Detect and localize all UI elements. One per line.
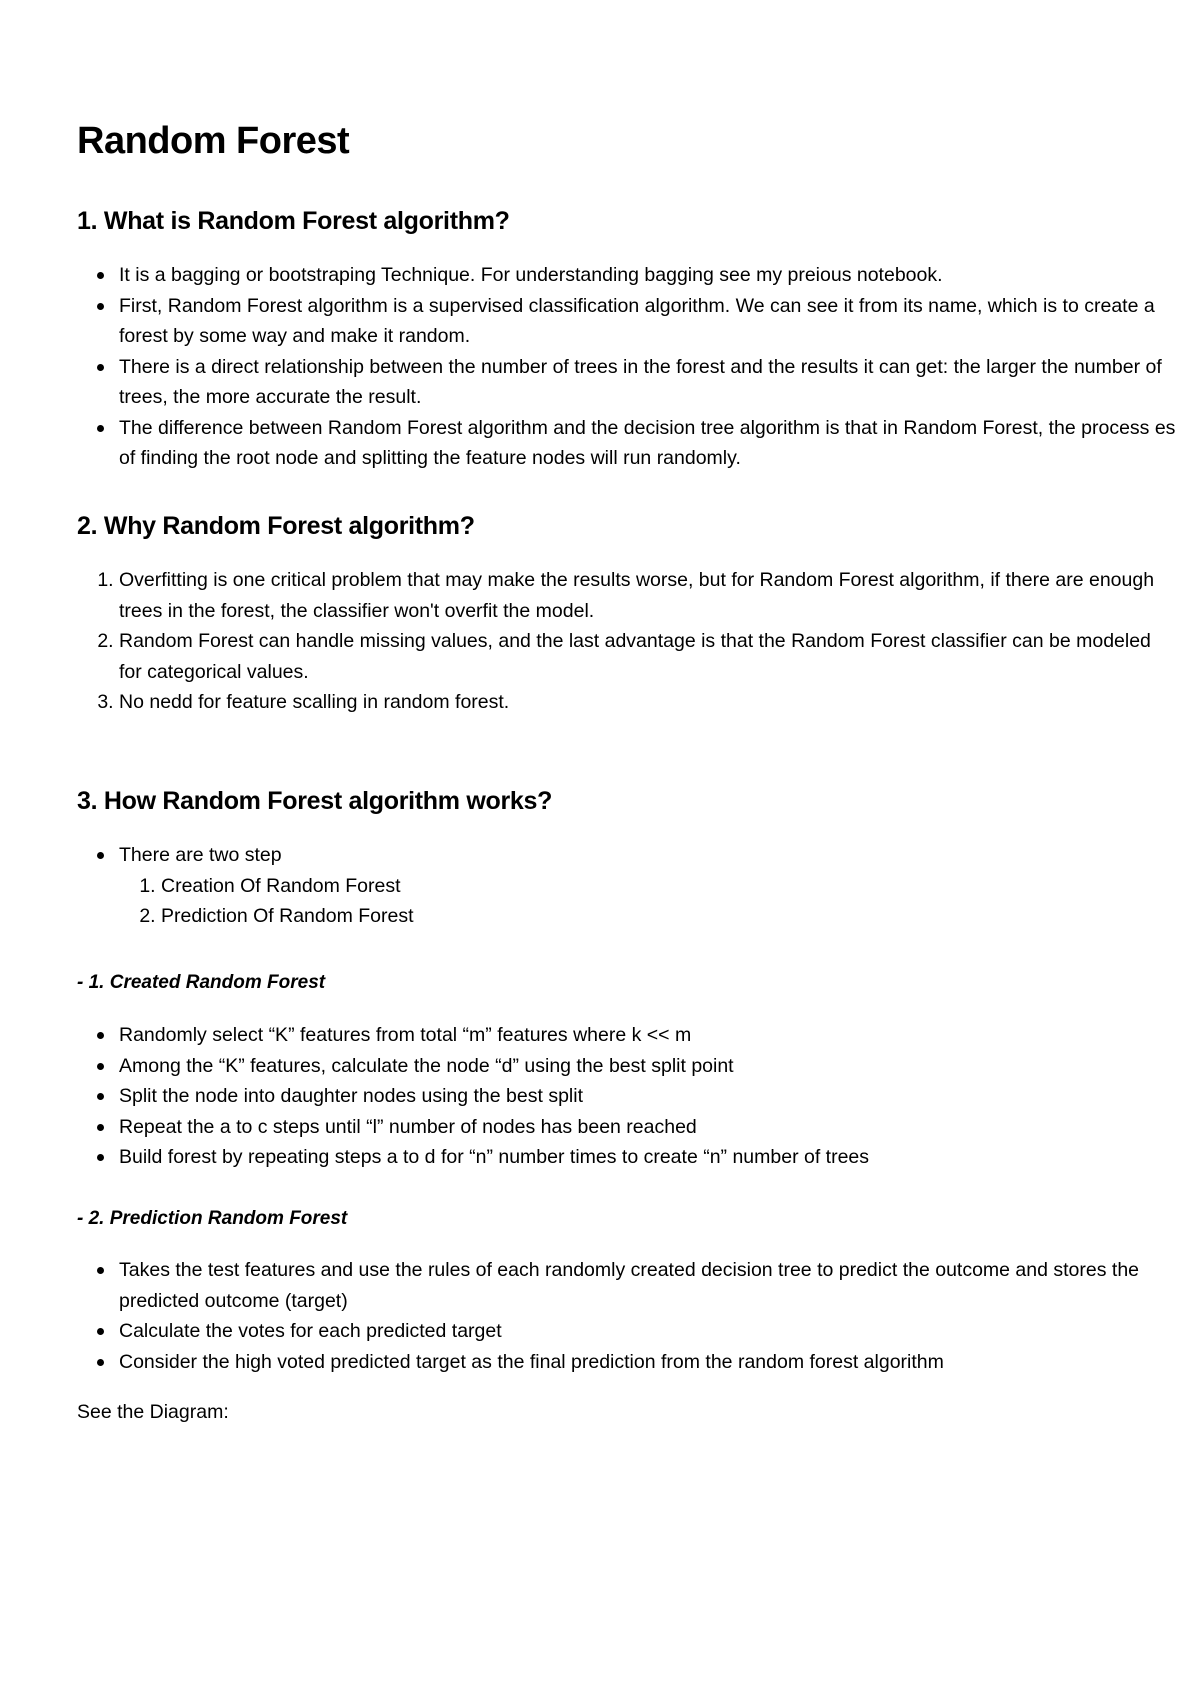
list-item: Build forest by repeating steps a to d for “n” number times to create “n” number of trees xyxy=(119,1142,1179,1173)
page-title: Random Forest xyxy=(77,120,350,162)
prediction-list xyxy=(77,1255,1179,1377)
subheading-created: - 1. Created Random Forest xyxy=(77,972,326,993)
list-item: 1. Overfitting is one critical problem that may make the results worse, but for Random Forest algorithm, if there are enough trees in the forest, the classifier won't overfit the model. xyxy=(119,565,1179,626)
list-item: 2. Prediction Of Random Forest xyxy=(161,901,1179,932)
list-item: 1. Creation Of Random Forest xyxy=(161,871,1179,902)
how-intro: There are two step xyxy=(119,844,282,866)
list-item: It is a bagging or bootstraping Technique. For understanding bagging see my preious notebook. xyxy=(119,260,1179,291)
diagram-note: See the Diagram: xyxy=(77,1401,229,1423)
how-list xyxy=(77,840,1179,932)
subheading-prediction: - 2. Prediction Random Forest xyxy=(77,1208,348,1229)
list-item: Repeat the a to c steps until “l” number of nodes has been reached xyxy=(119,1112,1179,1143)
steps-list xyxy=(119,871,1179,932)
list-item: Split the node into daughter nodes using the best split xyxy=(119,1081,1179,1112)
list-item: The difference between Random Forest algorithm and the decision tree algorithm is that in Random Forest, the process es of finding the root node and splitting the feature nodes will run randomly. xyxy=(119,413,1179,474)
list-item: Calculate the votes for each predicted target xyxy=(119,1316,1179,1347)
created-list xyxy=(77,1020,1179,1173)
list-item: 2. Random Forest can handle missing values, and the last advantage is that the Random Forest classifier can be modeled for categorical values. xyxy=(119,626,1179,687)
list-item: Consider the high voted predicted target as the final prediction from the random forest algorithm xyxy=(119,1347,1179,1378)
why-list xyxy=(77,565,1179,718)
list-item: There is a direct relationship between the number of trees in the forest and the results it can get: the larger the number of trees, the more accurate the result. xyxy=(119,352,1179,413)
list-item: 3. No nedd for feature scalling in random forest. xyxy=(119,687,1179,718)
list-item xyxy=(119,840,1179,932)
list-item: First, Random Forest algorithm is a supervised classification algorithm. We can see it from its name, which is to create a forest by some way and make it random. xyxy=(119,291,1179,352)
list-item: Among the “K” features, calculate the node “d” using the best split point xyxy=(119,1051,1179,1082)
section-heading-how: 3. How Random Forest algorithm works? xyxy=(77,787,553,815)
list-item: Takes the test features and use the rules of each randomly created decision tree to predict the outcome and stores the predicted outcome (target) xyxy=(119,1255,1179,1316)
list-item: Randomly select “K” features from total “m” features where k << m xyxy=(119,1020,1179,1051)
what-list xyxy=(77,260,1179,474)
section-heading-what: 1. What is Random Forest algorithm? xyxy=(77,207,510,235)
section-heading-why: 2. Why Random Forest algorithm? xyxy=(77,512,475,540)
